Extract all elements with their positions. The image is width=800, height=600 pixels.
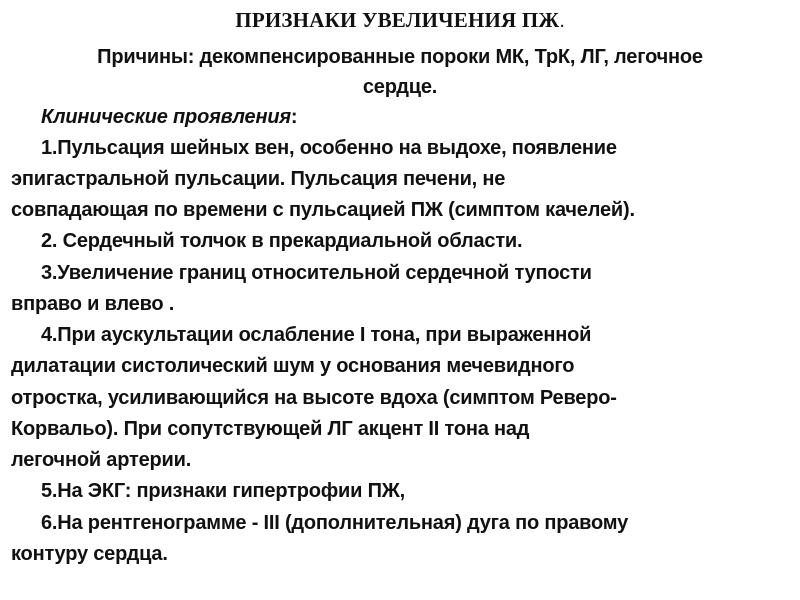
item-1-line-3: совпадающая по времени с пульсацией ПЖ (симптом качелей). [11,199,635,221]
title-text: ПРИЗНАКИ УВЕЛИЧЕНИЯ ПЖ [235,8,560,32]
clinical-heading-colon: : [290,106,298,128]
item-4-line-1: 4.При аускультации ослабление I тона, при выраженной [41,324,592,346]
item-2-line-1: 2. Сердечный толчок в прекардиальной области. [41,230,523,252]
causes-line-1: Причины: декомпенсированные пороки МК, ТрК, ЛГ, легочное [97,46,703,68]
item-1-line-1: 1.Пульсация шейных вен, особенно на выдохе, появление [41,137,617,159]
item-4-line-3: отростка, усиливающийся на высоте вдоха (симптом Реверо- [11,387,617,409]
item-6-line-1: 6.На рентгенограмме - III (дополнительная) дуга по правому [41,512,628,534]
item-4-line-4: Корвальо). При сопутствующей ЛГ акцент II тона над [11,418,530,440]
slide-title [0,7,800,34]
clinical-heading [41,104,297,130]
item-5-line-1: 5.На ЭКГ: признаки гипертрофии ПЖ, [41,480,405,502]
causes-line-2: сердце. [362,76,438,98]
item-3-line-2: вправо и влево . [11,293,175,315]
item-4-line-2: дилатации систолический шум у основания мечевидного [11,355,575,377]
item-4-line-5: легочной артерии. [11,449,192,471]
item-1-line-2: эпигастральной пульсации. Пульсация печени, не [11,168,506,190]
item-6-line-2: контуру сердца. [11,543,168,565]
title-dot: . [559,10,565,32]
clinical-heading-text: Клинические проявления [41,106,291,128]
item-3-line-1: 3.Увеличение границ относительной сердечной тупости [41,262,592,284]
